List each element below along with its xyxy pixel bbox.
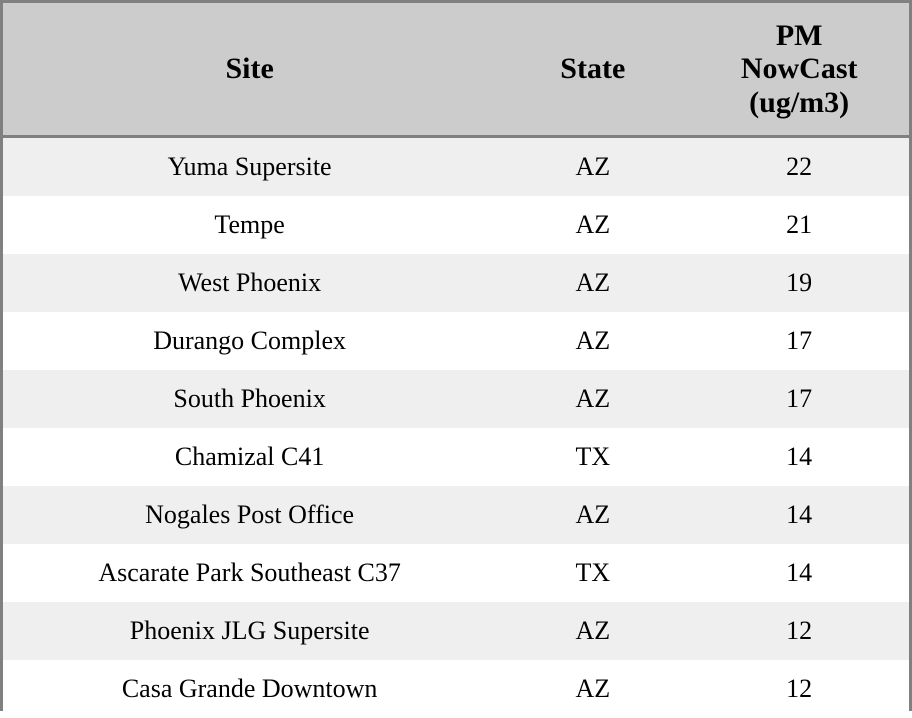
cell-site: West Phoenix bbox=[3, 254, 496, 312]
air-quality-table bbox=[3, 3, 909, 718]
cell-site: Casa Grande Downtown bbox=[3, 660, 496, 718]
cell-state: AZ bbox=[496, 254, 689, 312]
column-header-pm-nowcast-line-2: NowCast bbox=[693, 52, 905, 86]
cell-state: AZ bbox=[496, 312, 689, 370]
table-row bbox=[3, 312, 909, 370]
cell-state: AZ bbox=[496, 602, 689, 660]
cell-pm-nowcast: 12 bbox=[689, 660, 909, 718]
cell-pm-nowcast: 17 bbox=[689, 370, 909, 428]
cell-pm-nowcast: 12 bbox=[689, 602, 909, 660]
cell-state: TX bbox=[496, 544, 689, 602]
cell-state: AZ bbox=[496, 370, 689, 428]
table-row bbox=[3, 196, 909, 254]
cell-site: Chamizal C41 bbox=[3, 428, 496, 486]
column-header-pm-nowcast bbox=[689, 3, 909, 137]
table-header bbox=[3, 3, 909, 137]
cell-state: TX bbox=[496, 428, 689, 486]
column-header-site-label: Site bbox=[225, 52, 273, 85]
table-row bbox=[3, 486, 909, 544]
column-header-site bbox=[3, 3, 496, 137]
cell-pm-nowcast: 22 bbox=[689, 137, 909, 197]
table-row bbox=[3, 544, 909, 602]
table-body bbox=[3, 137, 909, 718]
table-row bbox=[3, 660, 909, 718]
table-header-row bbox=[3, 3, 909, 137]
cell-site: Durango Complex bbox=[3, 312, 496, 370]
table-row bbox=[3, 602, 909, 660]
table-row bbox=[3, 370, 909, 428]
cell-state: AZ bbox=[496, 196, 689, 254]
cell-pm-nowcast: 21 bbox=[689, 196, 909, 254]
column-header-pm-nowcast-line-1: PM bbox=[693, 19, 905, 53]
cell-state: AZ bbox=[496, 486, 689, 544]
cell-pm-nowcast: 14 bbox=[689, 544, 909, 602]
cell-pm-nowcast: 19 bbox=[689, 254, 909, 312]
cell-site: Yuma Supersite bbox=[3, 137, 496, 197]
cell-site: Tempe bbox=[3, 196, 496, 254]
cell-site: Ascarate Park Southeast C37 bbox=[3, 544, 496, 602]
cell-site: Nogales Post Office bbox=[3, 486, 496, 544]
column-header-pm-nowcast-line-3: (ug/m3) bbox=[693, 86, 905, 120]
column-header-state-label: State bbox=[560, 52, 625, 85]
table-row bbox=[3, 254, 909, 312]
cell-site: South Phoenix bbox=[3, 370, 496, 428]
column-header-state bbox=[496, 3, 689, 137]
cell-site: Phoenix JLG Supersite bbox=[3, 602, 496, 660]
table-row bbox=[3, 137, 909, 197]
table-row bbox=[3, 428, 909, 486]
cell-pm-nowcast: 14 bbox=[689, 428, 909, 486]
cell-pm-nowcast: 14 bbox=[689, 486, 909, 544]
cell-state: AZ bbox=[496, 660, 689, 718]
cell-pm-nowcast: 17 bbox=[689, 312, 909, 370]
cell-state: AZ bbox=[496, 137, 689, 197]
